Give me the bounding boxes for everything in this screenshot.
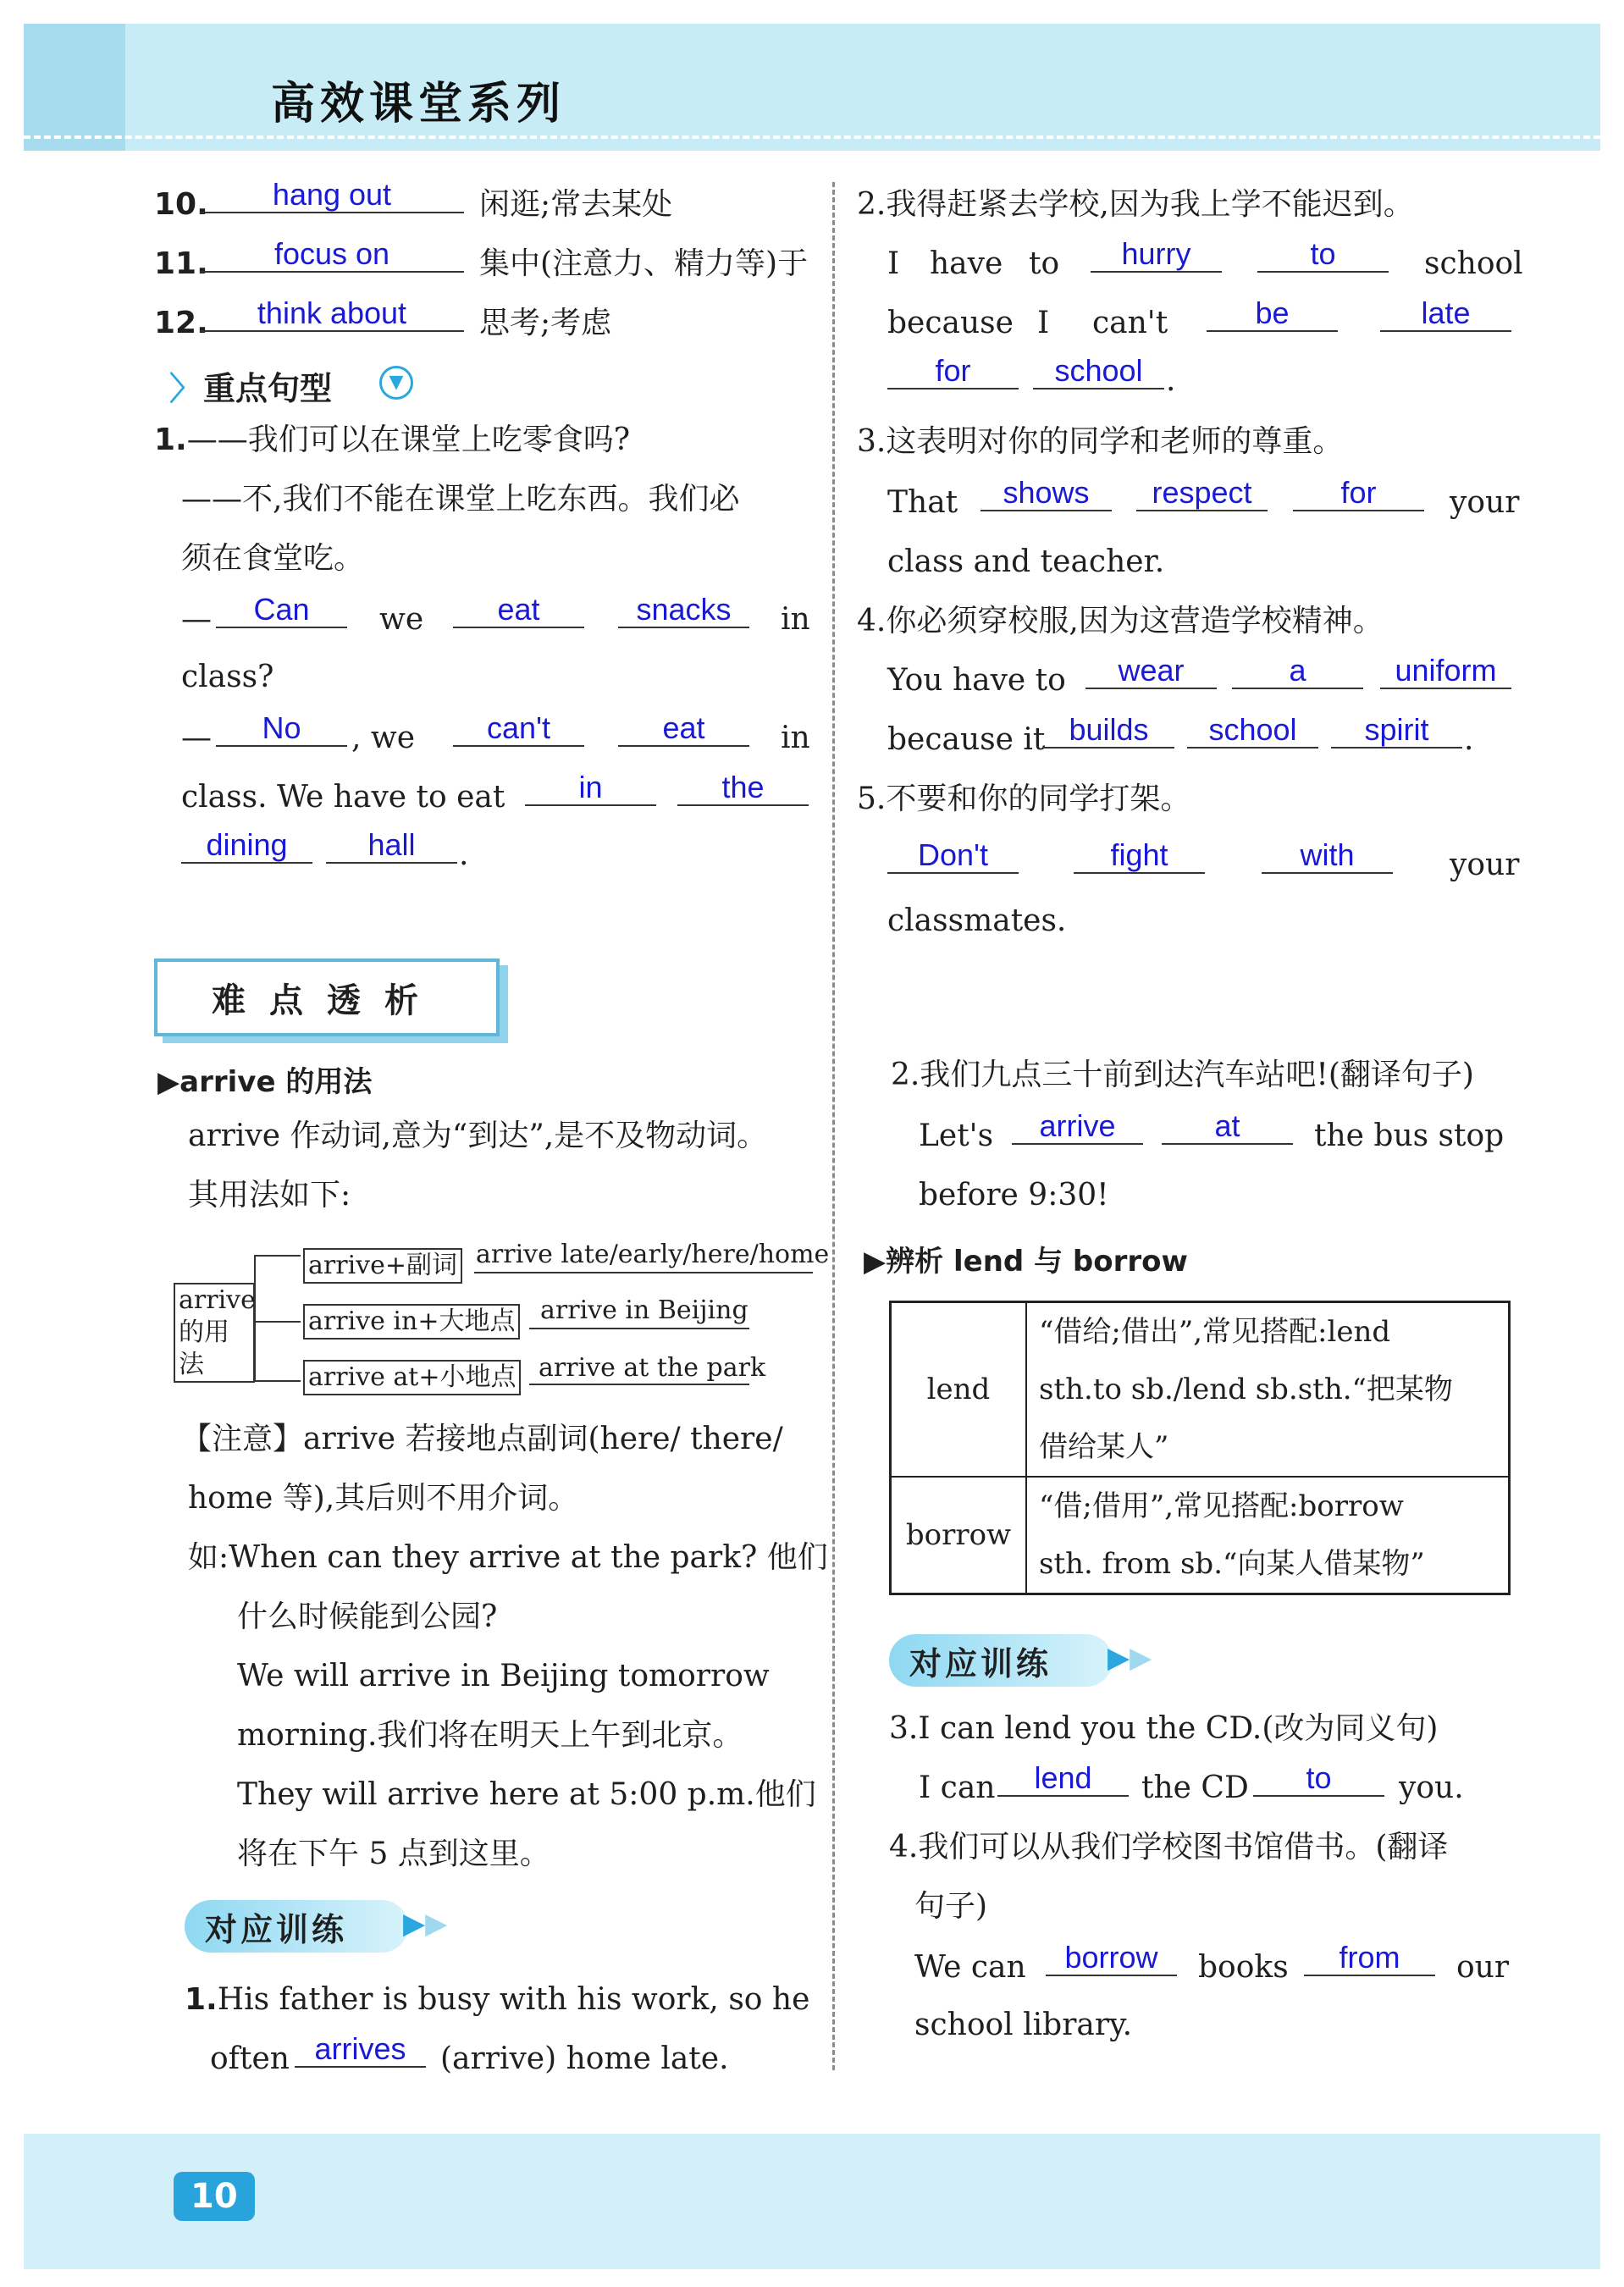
answer-blank: arrive xyxy=(1012,1109,1143,1145)
answer-blank: the xyxy=(677,771,809,806)
answer-blank: fight xyxy=(1074,838,1205,874)
example: 什么时候能到公园? xyxy=(237,1599,498,1634)
mindmap-underline xyxy=(474,1272,813,1273)
word: I can xyxy=(919,1770,996,1805)
mindmap-branch: arrive+副词 xyxy=(303,1248,462,1284)
word: the CD xyxy=(1141,1770,1249,1805)
answer-blank: respect xyxy=(1136,476,1268,511)
dash: — xyxy=(181,721,212,755)
answer-blank: uniform xyxy=(1380,654,1511,689)
word: I xyxy=(1037,306,1050,340)
word: in xyxy=(781,602,810,637)
vocab-item: 12. xyxy=(154,306,208,340)
answer-blank: in xyxy=(525,771,656,806)
practice-label: 对应训练 xyxy=(185,1900,408,1953)
vocab-item: 10. xyxy=(154,187,208,222)
question-line: 1.——我们可以在课堂上吃零食吗? xyxy=(154,423,631,457)
column-divider xyxy=(832,182,835,2070)
word: . xyxy=(1166,363,1176,398)
paragraph: arrive 作动词,意为“到达”,是不及物动词。 xyxy=(188,1119,768,1153)
word: we xyxy=(379,602,424,637)
word: school library. xyxy=(914,2008,1133,2042)
question-line: 4.你必须穿校服,因为这营造学校精神。 xyxy=(857,604,1384,638)
question-line: 1.His father is busy with his work, so he xyxy=(185,1982,810,2017)
answer-blank: late xyxy=(1380,296,1511,332)
word: your xyxy=(1450,485,1520,520)
answer-blank: hang out xyxy=(200,178,464,213)
mindmap-connector xyxy=(254,1255,301,1257)
word: class. We have to eat xyxy=(181,780,505,815)
example: We will arrive in Beijing tomorrow xyxy=(237,1659,770,1693)
word: you. xyxy=(1399,1770,1464,1805)
answer-blank: eat xyxy=(453,593,584,628)
question-line: 2.我得赶紧去学校,因为我上学不能迟到。 xyxy=(857,187,1414,222)
header-divider xyxy=(24,135,1600,139)
word: , we xyxy=(351,721,416,755)
chevron-down-icon: ▼ xyxy=(379,366,413,400)
answer-blank: hall xyxy=(326,828,457,864)
arrow-right-icon: ▶▶ xyxy=(403,1907,448,1941)
page-number: 10 xyxy=(174,2172,255,2221)
word: class? xyxy=(181,660,274,694)
word: in xyxy=(781,721,810,755)
word: books xyxy=(1198,1950,1289,1985)
word: Let's xyxy=(919,1119,994,1153)
table-desc: “借给;借出”,常见搭配:lend sth.to sb./lend sb.sth.“把某物 借给某人” xyxy=(1026,1302,1510,1478)
word: school xyxy=(1424,246,1523,281)
paragraph: 其用法如下: xyxy=(188,1178,351,1213)
dash: — xyxy=(181,602,212,637)
answer-blank: borrow xyxy=(1046,1941,1177,1976)
mindmap-example: arrive in Beijing xyxy=(540,1295,748,1325)
word: I xyxy=(887,246,900,281)
word: because it xyxy=(887,722,1046,757)
mindmap-underline xyxy=(529,1328,749,1329)
mindmap-branch: arrive at+小地点 xyxy=(303,1360,521,1395)
practice-label: 对应训练 xyxy=(889,1634,1113,1687)
mindmap-root: arrive 的用法 xyxy=(174,1283,255,1383)
word: . xyxy=(459,837,469,872)
answer-blank: Don't xyxy=(887,838,1019,874)
note: home 等),其后则不用介词。 xyxy=(188,1481,579,1516)
example: They will arrive here at 5:00 p.m.他们 xyxy=(237,1777,816,1812)
vocab-meaning: 思考;考虑 xyxy=(479,306,612,340)
answer-blank: hurry xyxy=(1091,237,1222,273)
answer-blank: shows xyxy=(980,476,1112,511)
word: can't xyxy=(1092,306,1168,340)
mindmap-example: arrive at the park xyxy=(539,1353,766,1383)
answer-blank: be xyxy=(1207,296,1338,332)
header-band xyxy=(24,24,1600,151)
answer-blank: snacks xyxy=(618,593,749,628)
table-term: lend xyxy=(891,1302,1027,1478)
example: 如:When can they arrive at the park? 他们 xyxy=(188,1540,828,1575)
page-title: 高效课堂系列 xyxy=(271,79,566,130)
question-line: 2.我们九点三十前到达汽车站吧!(翻译句子) xyxy=(891,1058,1474,1092)
question-line: 3.I can lend you the CD.(改为同义句) xyxy=(889,1711,1439,1746)
answer-blank: can't xyxy=(453,711,584,747)
mindmap-example: arrive late/early/here/home xyxy=(476,1240,830,1269)
answer-blank: at xyxy=(1162,1109,1293,1145)
answer-blank: dining xyxy=(181,828,312,864)
arrow-right-icon: ▶▶ xyxy=(1108,1641,1152,1675)
chevron-right-icon: 〉 xyxy=(169,370,202,407)
word: . xyxy=(1464,722,1474,757)
table-term: borrow xyxy=(891,1477,1027,1594)
answer-blank: to xyxy=(1253,1761,1384,1797)
answer-blank: wear xyxy=(1085,654,1217,689)
answer-blank: spirit xyxy=(1331,713,1462,749)
answer-blank: for xyxy=(887,354,1019,389)
question-line: ——不,我们不能在课堂上吃东西。我们必 xyxy=(181,482,740,517)
mindmap-branch: arrive in+大地点 xyxy=(303,1304,520,1340)
mindmap-connector xyxy=(254,1380,301,1382)
subsection-heading: ▶辨析 lend 与 borrow xyxy=(864,1245,1188,1279)
answer-blank: lend xyxy=(997,1761,1129,1797)
answer-blank: eat xyxy=(618,711,749,747)
question-line: 须在食堂吃。 xyxy=(181,541,365,576)
question-line: 3.这表明对你的同学和老师的尊重。 xyxy=(857,424,1344,459)
section-heading: 重点句型 xyxy=(203,370,333,407)
mindmap-connector xyxy=(254,1321,301,1323)
word: You have to xyxy=(887,663,1066,698)
word: classmates. xyxy=(887,903,1067,938)
word: class and teacher. xyxy=(887,544,1165,579)
question-line: 句子) xyxy=(914,1889,988,1924)
answer-blank: think about xyxy=(200,296,464,332)
mindmap-connector xyxy=(254,1255,302,1382)
question-line: 5.不要和你的同学打架。 xyxy=(857,782,1191,816)
word: often xyxy=(210,2041,290,2076)
footer-band xyxy=(24,2134,1600,2269)
word: our xyxy=(1456,1950,1510,1985)
answer-blank: arrives xyxy=(295,2032,426,2068)
table-row xyxy=(891,1477,1510,1594)
answer-blank: Can xyxy=(216,593,347,628)
example: morning.我们将在明天上午到北京。 xyxy=(237,1718,743,1753)
word: before 9:30! xyxy=(919,1178,1109,1213)
table-row xyxy=(891,1302,1510,1478)
word: the bus stop xyxy=(1314,1119,1505,1153)
word: your xyxy=(1450,848,1520,882)
word: because xyxy=(887,306,1014,340)
subsection-heading: ▶arrive 的用法 xyxy=(157,1065,373,1099)
answer-blank: No xyxy=(216,711,347,747)
note: 【注意】arrive 若接地点副词(here/ there/ xyxy=(181,1422,783,1456)
vocab-meaning: 集中(注意力、精力等)于 xyxy=(479,246,809,281)
answer-blank: focus on xyxy=(200,237,464,273)
question-line: 4.我们可以从我们学校图书馆借书。(翻译 xyxy=(889,1830,1449,1864)
word: have xyxy=(930,246,1003,281)
comparison-table xyxy=(889,1301,1511,1595)
word: to xyxy=(1029,246,1060,281)
vocab-meaning: 闲逛;常去某处 xyxy=(479,187,673,222)
example: 将在下午 5 点到这里。 xyxy=(237,1837,550,1871)
answer-blank: school xyxy=(1033,354,1164,389)
word: That xyxy=(887,485,958,520)
answer-blank: with xyxy=(1262,838,1393,874)
table-desc: “借;借用”,常见搭配:borrow sth. from sb.“向某人借某物” xyxy=(1026,1477,1510,1594)
vocab-item: 11. xyxy=(154,246,208,281)
answer-blank: from xyxy=(1304,1941,1435,1976)
answer-blank: a xyxy=(1232,654,1363,689)
word: We can xyxy=(914,1950,1026,1985)
answer-blank: to xyxy=(1257,237,1389,273)
header-accent xyxy=(24,24,125,151)
answer-blank: builds xyxy=(1043,713,1174,749)
word: (arrive) home late. xyxy=(440,2041,729,2076)
section-banner: 难点透析 xyxy=(154,958,500,1036)
answer-blank: for xyxy=(1293,476,1424,511)
answer-blank: school xyxy=(1187,713,1318,749)
